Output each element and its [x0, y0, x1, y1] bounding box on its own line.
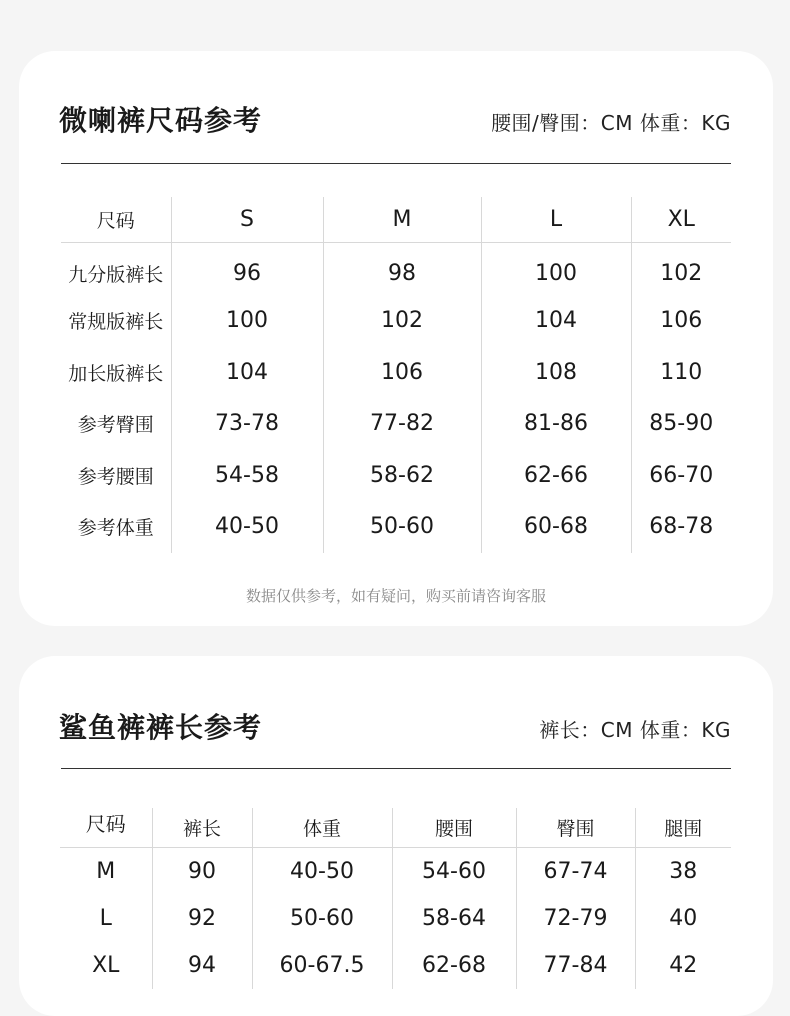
table-cell: 100 [481, 243, 631, 296]
table-cell: 104 [171, 347, 323, 399]
table-row [61, 398, 731, 450]
table-header-row [60, 808, 731, 848]
table-cell: 81-86 [481, 398, 631, 450]
size-table [61, 197, 731, 553]
length-table [60, 808, 731, 989]
header-cell: 臀围 [516, 808, 635, 848]
table-row [61, 243, 731, 296]
table-cell: 42 [635, 942, 731, 989]
table-row [61, 295, 731, 347]
table-cell: 73-78 [171, 398, 323, 450]
row-label: XL [92, 953, 120, 978]
table-cell: 96 [171, 243, 323, 296]
size-chart-card-shark-pants [19, 656, 773, 1016]
table-cell: 67-74 [516, 848, 635, 896]
table-cell: 110 [631, 347, 731, 399]
table-cell: 66-70 [631, 450, 731, 502]
table-cell: 54-58 [171, 450, 323, 502]
table-row [60, 848, 731, 896]
row-label: 参考腰围 [77, 465, 154, 488]
table-row [61, 501, 731, 553]
table-cell: 62-66 [481, 450, 631, 502]
table-cell: 102 [631, 243, 731, 296]
table-cell: 100 [171, 295, 323, 347]
table-cell: 94 [152, 942, 252, 989]
table-cell: 77-84 [516, 942, 635, 989]
row-label: 加长版裤长 [68, 362, 164, 385]
table-row [61, 450, 731, 502]
table-cell: 58-62 [323, 450, 481, 502]
header-cell: S [171, 197, 323, 243]
table-cell: 92 [152, 895, 252, 942]
header-cell: 腰围 [392, 808, 516, 848]
table-cell: 106 [323, 347, 481, 399]
table-cell: 90 [152, 848, 252, 896]
table-cell: 108 [481, 347, 631, 399]
row-label: L [99, 906, 112, 931]
unit-note: 裤长：CM 体重：KG [539, 718, 731, 742]
table-cell: 85-90 [631, 398, 731, 450]
table-cell: 54-60 [392, 848, 516, 896]
table-row [60, 942, 731, 989]
header-cell: M [323, 197, 481, 243]
table-cell: 104 [481, 295, 631, 347]
table-cell: 98 [323, 243, 481, 296]
header-cell: 腿围 [635, 808, 731, 848]
row-label: 常规版裤长 [68, 311, 164, 334]
size-chart-card-flare-pants [19, 51, 773, 626]
row-label: 参考体重 [77, 517, 154, 540]
unit-note: 腰围/臀围：CM 体重：KG [491, 111, 731, 135]
section-title: 微喇裤尺码参考 [59, 104, 263, 137]
header-cell: 裤长 [152, 808, 252, 848]
header-cell: 尺码 [60, 808, 152, 848]
table-cell: 62-68 [392, 942, 516, 989]
disclaimer-note: 数据仅供参考，如有疑问，购买前请咨询客服 [245, 587, 546, 605]
divider [61, 768, 731, 769]
table-row [60, 895, 731, 942]
table-cell: 40 [635, 895, 731, 942]
divider [61, 163, 731, 164]
table-cell: 60-67.5 [252, 942, 392, 989]
header-cell: L [481, 197, 631, 243]
table-cell: 60-68 [481, 501, 631, 553]
table-cell: 50-60 [323, 501, 481, 553]
table-cell: 106 [631, 295, 731, 347]
row-label: 参考臀围 [77, 414, 154, 437]
header-cell: 体重 [252, 808, 392, 848]
header-cell: 尺码 [61, 197, 171, 243]
section-title: 鲨鱼裤裤长参考 [59, 711, 263, 744]
table-header-row [61, 197, 731, 243]
table-cell: 68-78 [631, 501, 731, 553]
table-cell: 38 [635, 848, 731, 896]
row-label: 九分版裤长 [68, 263, 164, 286]
table-cell: 50-60 [252, 895, 392, 942]
table-cell: 58-64 [392, 895, 516, 942]
table-row [61, 347, 731, 399]
table-cell: 40-50 [171, 501, 323, 553]
header-cell: XL [631, 197, 731, 243]
row-label: M [96, 859, 116, 884]
table-cell: 72-79 [516, 895, 635, 942]
table-cell: 77-82 [323, 398, 481, 450]
table-cell: 102 [323, 295, 481, 347]
table-cell: 40-50 [252, 848, 392, 896]
